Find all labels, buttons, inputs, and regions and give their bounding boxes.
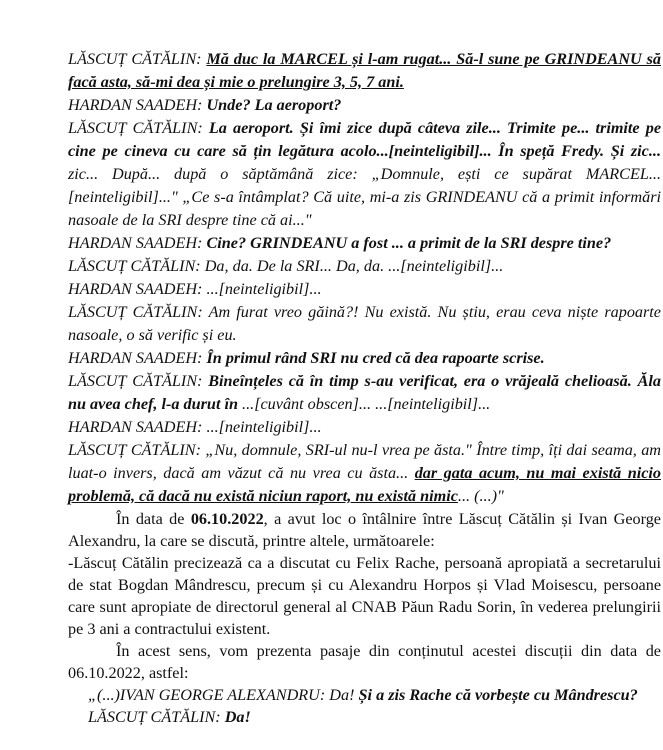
speaker-label: LĂSCUȚ CĂTĂLIN:: [68, 119, 203, 137]
transcript-text: La aeroport. Și îmi zice după câteva zile... Trimite pe... trimite pe cine pe cineva cu care să țin legătura acolo...[neinteligibil]... În speță Fredy. Și zic...: [68, 119, 662, 160]
transcript-line: [68, 416, 661, 439]
transcript-text: ... (...)": [457, 487, 504, 505]
speaker-label: LĂSCUȚ CĂTĂLIN:: [68, 303, 203, 321]
transcript-text: ...[neinteligibil]...: [202, 418, 322, 436]
speaker-label: LĂSCUȚ CĂTĂLIN:: [68, 441, 201, 459]
speaker-label: LĂSCUȚ CĂTĂLIN:: [68, 372, 203, 390]
transcript-line: [68, 439, 661, 508]
transcript-text: Bineînțeles că în timp s-au verificat, era o vrăjeală chelioasă. Ăla nu avea chef, l-a durut în: [68, 372, 661, 413]
transcript-line: [68, 278, 661, 301]
transcript-line: [68, 94, 661, 117]
transcript-line: [68, 255, 661, 278]
transcript-text: Da, da. De la SRI... Da, da. ...[neinteligibil]...: [200, 257, 504, 275]
transcript-text: Am furat vreo găină?! Nu există. Nu știu, erau ceva niște rapoarte nasoale, o să verific și eu.: [68, 303, 661, 344]
transcript-section: [68, 48, 661, 508]
speaker-label: LĂSCUȚ CĂTĂLIN:: [68, 50, 202, 68]
speaker-label: LĂSCUȚ CĂTĂLIN:: [68, 257, 201, 275]
speaker-label: HARDAN SAADEH:: [68, 96, 203, 114]
transcript-line: [68, 117, 661, 232]
quote-speaker: „(...)IVAN GEORGE ALEXANDRU:: [88, 686, 326, 704]
meeting-date: 06.10.2022: [190, 510, 264, 528]
transcript-line: [68, 347, 661, 370]
quote-line-lascut: LĂSCUȚ CĂTĂLIN: Da!: [88, 708, 251, 726]
speaker-label: HARDAN SAADEH:: [68, 234, 203, 252]
paragraph-meeting-date: În data de 06.10.2022, a avut loc o întâlnire între Lăscuț Cătălin și Ivan George Alexandru, la care se discută, printre altele, următoarele:: [68, 510, 661, 550]
transcript-line: [68, 232, 661, 255]
speaker-label: HARDAN SAADEH:: [68, 280, 203, 298]
transcript-line: [68, 48, 661, 94]
transcript-text: zic... După... după o săptămână zice: „Domnule, ești ce supărat MARCEL...[neinteligibil]..." „Ce s-a întâmplat? Că uite, mi-a zis GRINDEANU că a primit informări nasoale de la SRI despre tine că ai...": [68, 165, 661, 229]
speaker-label: HARDAN SAADEH:: [68, 349, 203, 367]
quote-speaker: LĂSCUȚ CĂTĂLIN:: [88, 708, 221, 726]
transcript-line: [68, 301, 661, 347]
transcript-line: [68, 370, 661, 416]
paragraph-discussion-summary: -Lăscuț Cătălin precizează ca a discutat cu Felix Rache, persoană apropiată a secretarului de stat Bogdan Mândrescu, precum și cu Alexandru Horpos și Vlad Moisescu, persoane care sunt apropiate de directorul general al CNAB Păun Radu Sorin, în vederea prelungirii pe 3 ani a contractului existent.: [68, 554, 661, 638]
transcript-text: dar gata acum, nu mai există nicio problemă, că dacă nu există niciun raport, nu există nimic: [68, 464, 661, 505]
transcript-text: Cine? GRINDEANU a fost ... a primit de la SRI despre tine?: [206, 234, 612, 252]
paragraph-passages-intro: În acest sens, vom prezenta pasaje din conținutul acestei discuții din data de 06.10.2022, astfel:: [68, 642, 661, 682]
transcript-text: „Nu, domnule, SRI-ul nu-l vrea pe ăsta." Între timp, îți dai seama, am luat-o invers, dacă am văzut că nu vrea cu ăsta...: [68, 441, 661, 482]
transcript-text: Unde? La aeroport?: [206, 96, 342, 114]
transcript-text: ...[cuvânt obscen]... ...[neinteligibil]...: [238, 395, 491, 413]
transcript-text: În primul rând SRI nu cred că dea rapoarte scrise.: [206, 349, 545, 367]
transcript-text: Mă duc la MARCEL și l-am rugat... Să-l sune pe GRINDEANU să facă asta, să-mi dea și mie o prelungire 3, 5, 7 ani.: [68, 50, 662, 91]
narrative-section: [68, 508, 661, 728]
quote-line-ivan: „(...)IVAN GEORGE ALEXANDRU: Da! Și a zis Rache că vorbește cu Mândrescu?: [88, 686, 638, 704]
transcript-text: ...[neinteligibil]...: [202, 280, 322, 298]
speaker-label: HARDAN SAADEH:: [68, 418, 203, 436]
